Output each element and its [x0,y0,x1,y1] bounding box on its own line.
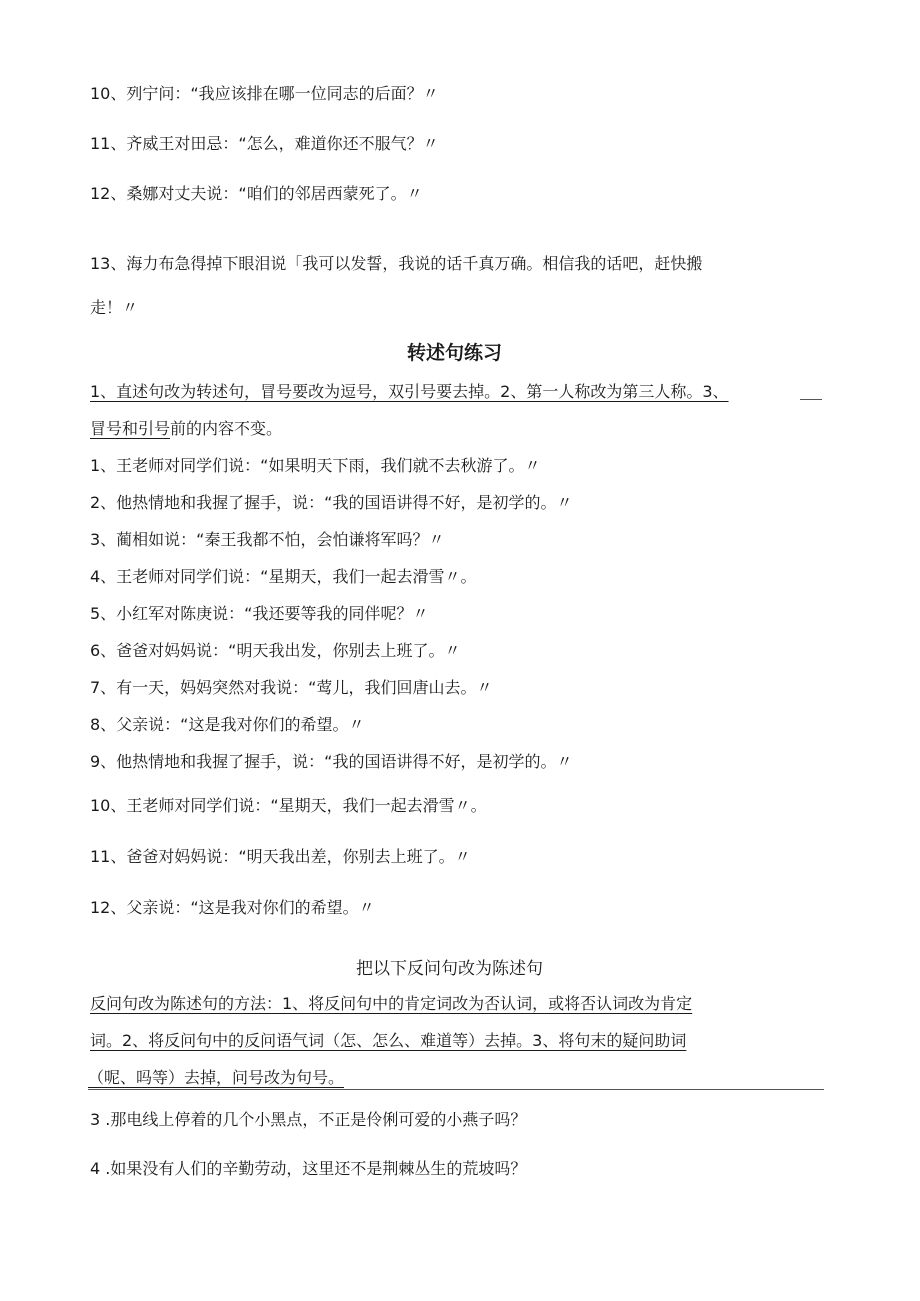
method-description-continued: 词。2、将反问句中的反问语气词（怎、怎么、难道等）去掉。3、将句末的疑问助词 [90,1031,687,1050]
exercise-item: 3、蔺相如说：“秦王我都不怕，会怕谦将军吗？〃 [90,530,445,549]
exercise-item: 5、小红军对陈庚说：“我还要等我的同伴呢？〃 [90,604,429,623]
exercise-item: 4 .如果没有人们的辛勤劳动，这里还不是荆棘丛生的荒坡吗？ [90,1159,527,1178]
list-item: 10、列宁问：“我应该排在哪一位同志的后面？〃 [90,84,439,103]
method-description: 1、直述句改为转述句，冒号要改为逗号，双引号要去掉。2、第一人称改为第三人称。3、 [90,382,729,401]
method-underlined-text: 冒号和引号 [90,419,171,438]
section-title-reported-speech: 转述句练习 [407,342,503,364]
method-description: 反问句改为陈述句的方法：1、将反问句中的肯定词改为否认词，或将否认词改为肯定 [90,994,693,1013]
exercise-item: 1、王老师对同学们说：“如果明天下雨，我们就不去秋游了。〃 [90,456,541,475]
exercise-item: 12、父亲说：“这是我对你们的希望。〃 [90,898,375,917]
list-item-continuation: 走！〃 [90,298,139,317]
exercise-item: 6、爸爸对妈妈说：“明天我出发，你别去上班了。〃 [90,641,461,660]
list-item: 11、齐威王对田忌：“怎么，难道你还不服气？〃 [90,134,439,153]
section-divider [88,1089,824,1090]
list-item: 12、桑娜对丈夫说：“咱们的邻居西蒙死了。〃 [90,184,423,203]
exercise-item: 9、他热情地和我握了握手，说：“我的国语讲得不好，是初学的。〃 [90,752,573,771]
section-title-rhetorical-questions: 把以下反问句改为陈述句 [356,959,543,979]
list-item: 13、海力布急得掉下眼泪说「我可以发誓，我说的话千真万确。相信我的话吧，赶快搬 [90,254,703,273]
method-description-continued [90,417,282,441]
exercise-item: 8、父亲说：“这是我对你们的希望。〃 [90,715,365,734]
exercise-item: 2、他热情地和我握了握手，说：“我的国语讲得不好，是初学的。〃 [90,493,573,512]
method-description-continued: （呢、吗等）去掉，问号改为句号。 [88,1068,345,1087]
exercise-item: 7、有一天，妈妈突然对我说：“莺儿，我们回唐山去。〃 [90,678,493,697]
exercise-item: 3 .那电线上停着的几个小黑点，不正是伶俐可爱的小燕子吗？ [90,1110,527,1129]
exercise-item: 4、王老师对同学们说：“星期天，我们一起去滑雪〃。 [90,567,477,586]
underline-rule [800,399,822,400]
method-plain-text: 前的内容不变。 [170,419,283,438]
exercise-item: 11、爸爸对妈妈说：“明天我出差，你别去上班了。〃 [90,847,471,866]
exercise-item: 10、王老师对同学们说：“星期天，我们一起去滑雪〃。 [90,796,487,815]
